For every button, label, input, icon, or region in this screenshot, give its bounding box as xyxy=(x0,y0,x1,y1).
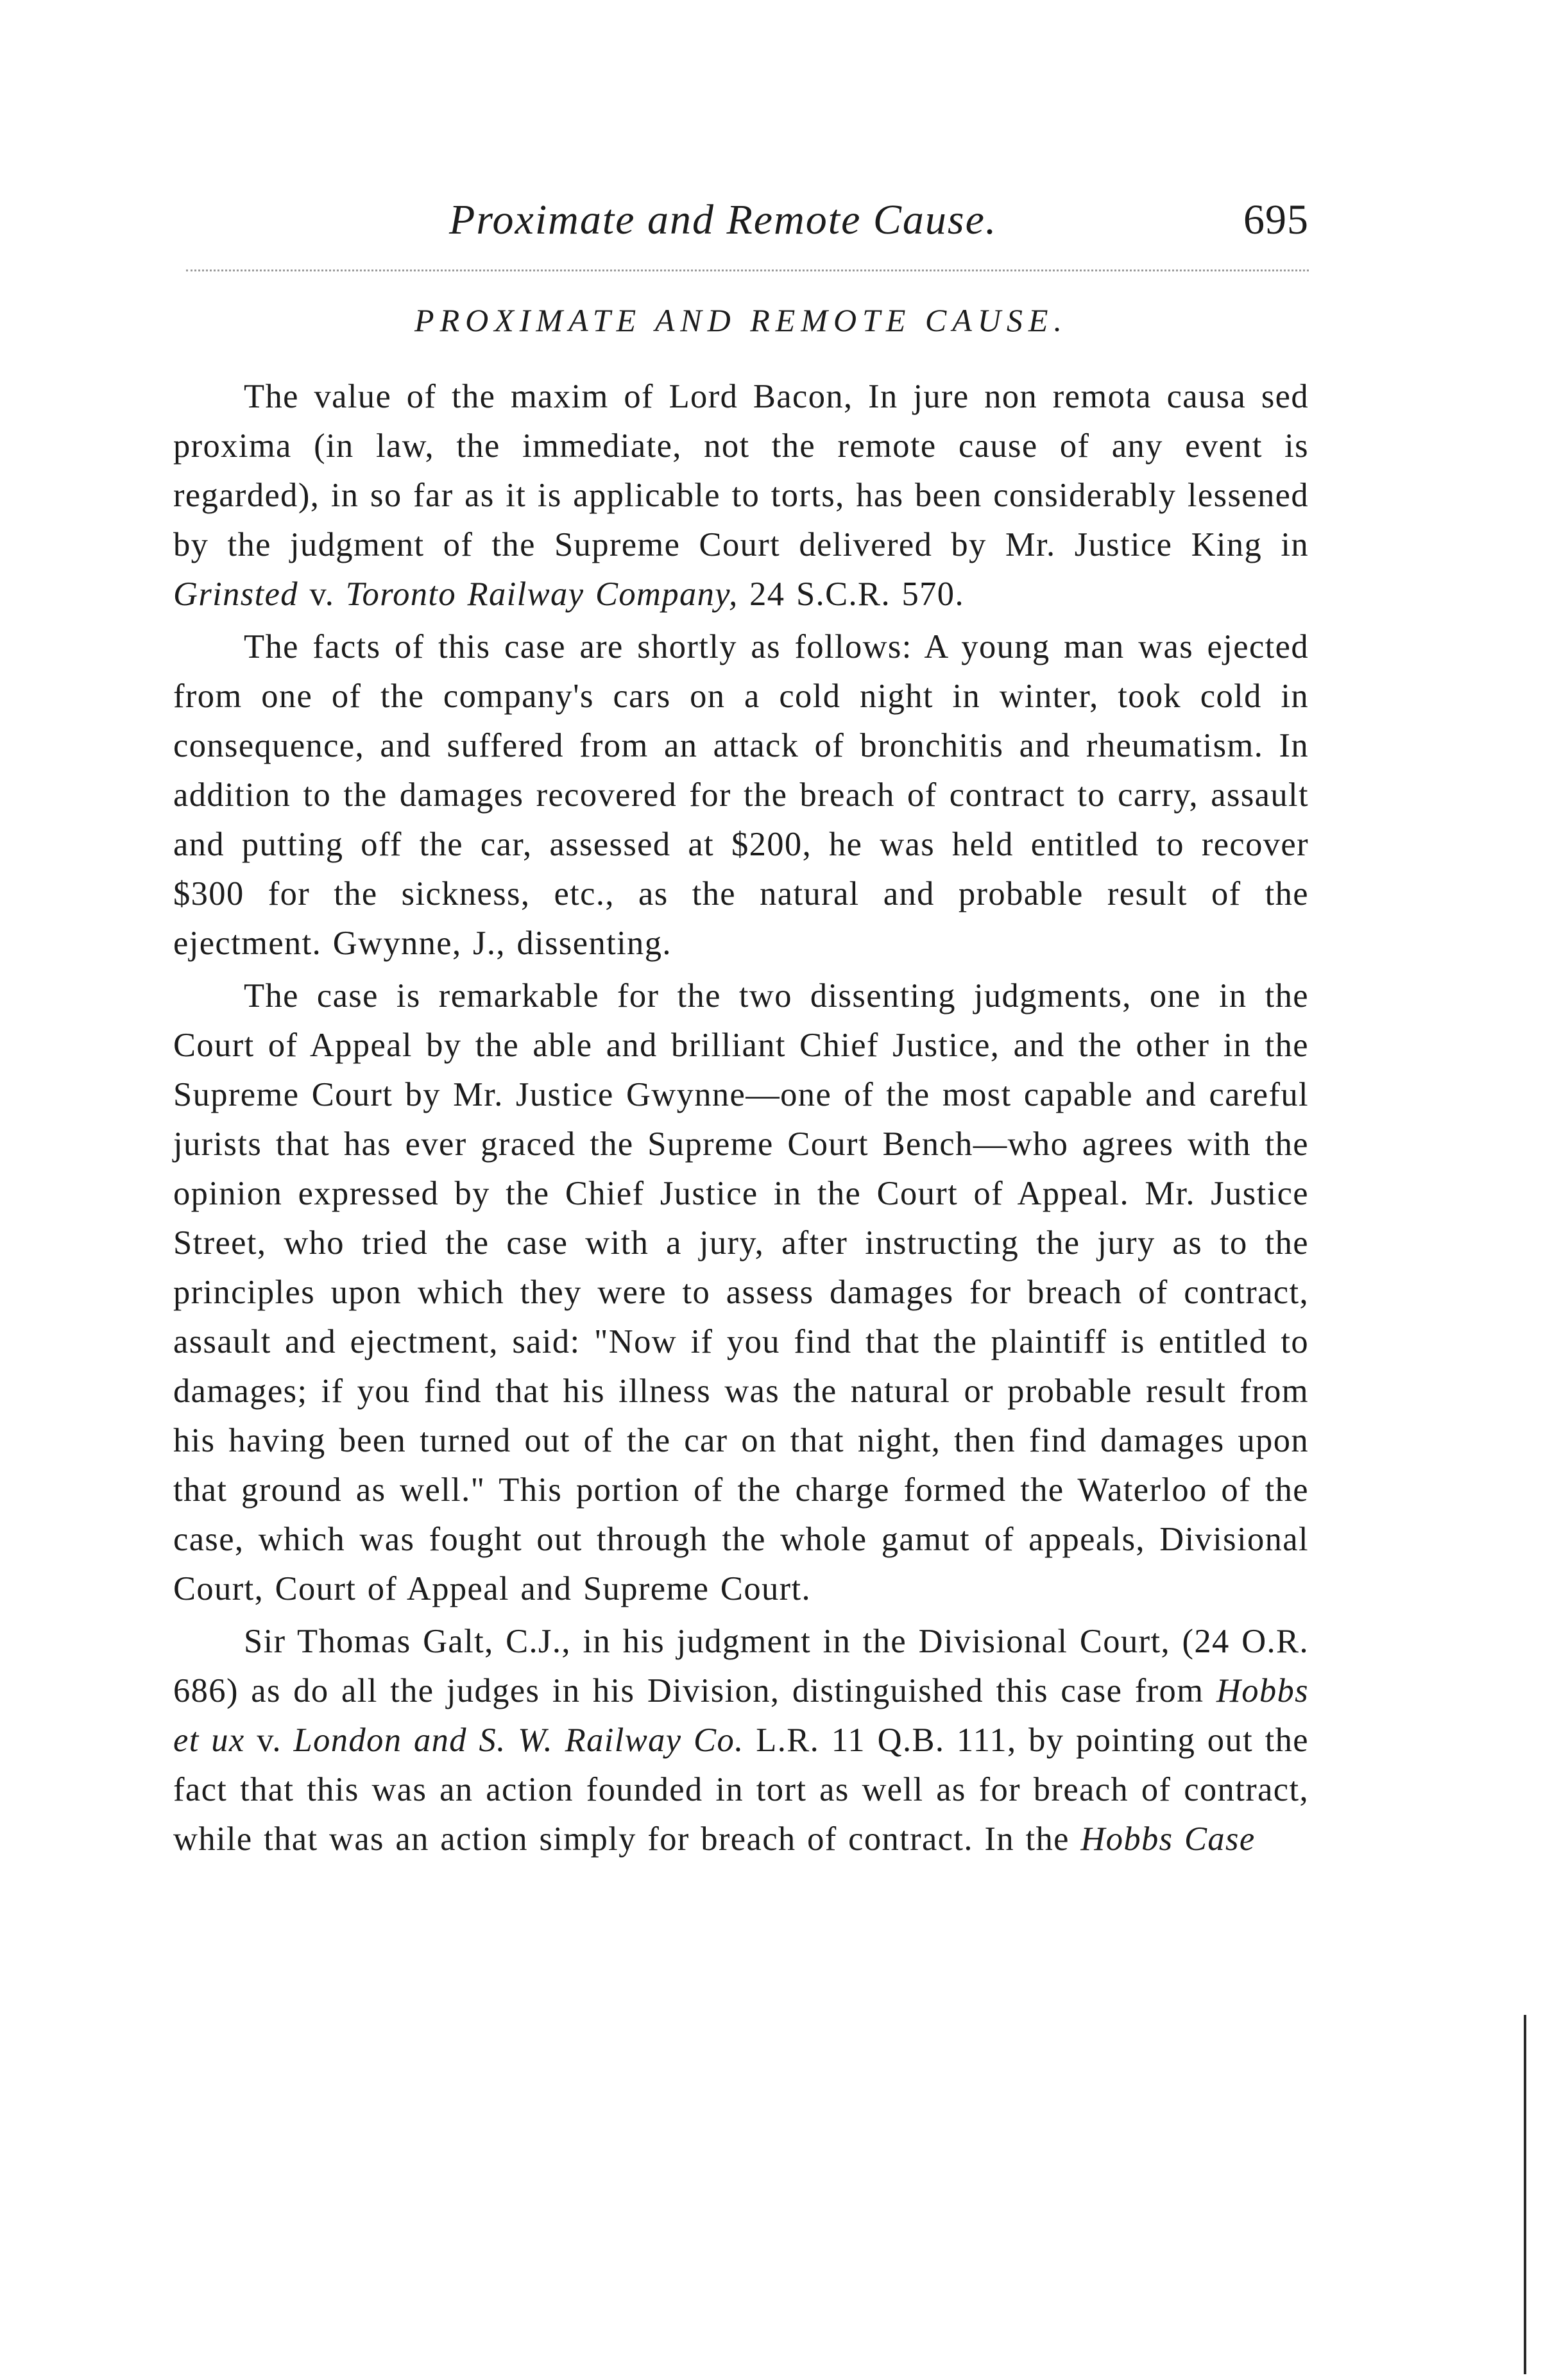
paragraph-1-text-a: The value of the maxim of Lord Bacon, In jure non remota causa sed proxima (in law, the immediate, not the remote cause of any event is regarded), in so far as it is applicable to torts, has been considerably lessened by the judgment of the Supreme Court delivered by Mr. Justice King in xyxy=(173,378,1309,563)
section-title: PROXIMATE AND REMOTE CAUSE. xyxy=(414,302,1068,338)
paragraph-3: The case is remarkable for the two dissenting judgments, one in the Court of Appeal by the able and brilliant Chief Justice, and the other in the Supreme Court by Mr. Justice Gwynne—one of the most capable and careful jurists that has ever graced the Supreme Court Bench—who agrees with the opinion expressed by the Chief Justice in the Court of Appeal. Mr. Justice Street, who tried the case with a jury, after instructing the jury as to the principles upon which they were to assess damages for breach of contract, assault and ejectment, said: "Now if you find that the plaintiff is entitled to damages; if you find that his illness was the natural or probable result from his having been turned out of the car on that night, then find damages upon that ground as well." This portion of the charge formed the Waterloo of the case, which was fought out through the whole gamut of appeals, Divisional Court, Court of Appeal and Supreme Court. xyxy=(173,977,1309,1607)
paragraph-1 xyxy=(173,372,1309,619)
paragraph-4-text-c: L.R. 11 Q.B. 111, by pointing out the fact that this was an action founded in tort as well as for breach of contract, while that was an action simply for breach of contract. In the xyxy=(173,1722,1309,1858)
running-head xyxy=(173,196,1309,266)
case-name-grinsted: Grinsted xyxy=(173,576,298,613)
paragraph-4-text-b: v. xyxy=(244,1722,294,1759)
case-name-toronto-railway: Toronto Railway Company, xyxy=(345,576,738,613)
case-name-hobbs-case: Hobbs Case xyxy=(1080,1820,1256,1858)
page-number: 695 xyxy=(1243,196,1309,243)
paragraph-1-text-c: 24 S.C.R. 570. xyxy=(738,576,964,613)
paragraph-2: The facts of this case are shortly as follows: A young man was ejected from one of the company's cars on a cold night in winter, took cold in consequence, and suffered from an attack of bronchitis and rheumatism. In addition to the damages recovered for the breach of contract to carry, assault and putting off the car, assessed at $200, he was held entitled to recover $300 for the sickness, etc., as the natural and probable result of the ejectment. Gwynne, J., dissenting. xyxy=(173,628,1309,962)
case-name-london-sw-railway: London and S. W. Railway Co. xyxy=(293,1722,744,1759)
paragraph-4-text-a: Sir Thomas Galt, C.J., in his judgment in the Divisional Court, (24 O.R. 686) as do all the judges in his Division, distinguished this case from xyxy=(173,1623,1309,1709)
running-title: Proximate and Remote Cause. xyxy=(449,196,998,243)
scan-edge-mark xyxy=(1524,2015,1526,2374)
case-name-hobbs: Hobbs et ux xyxy=(173,1672,1309,1759)
paragraph-4 xyxy=(173,1617,1309,1864)
paragraph-1-text-b: v. xyxy=(298,576,346,613)
body-text xyxy=(173,372,1309,1867)
header-rule xyxy=(186,270,1309,271)
